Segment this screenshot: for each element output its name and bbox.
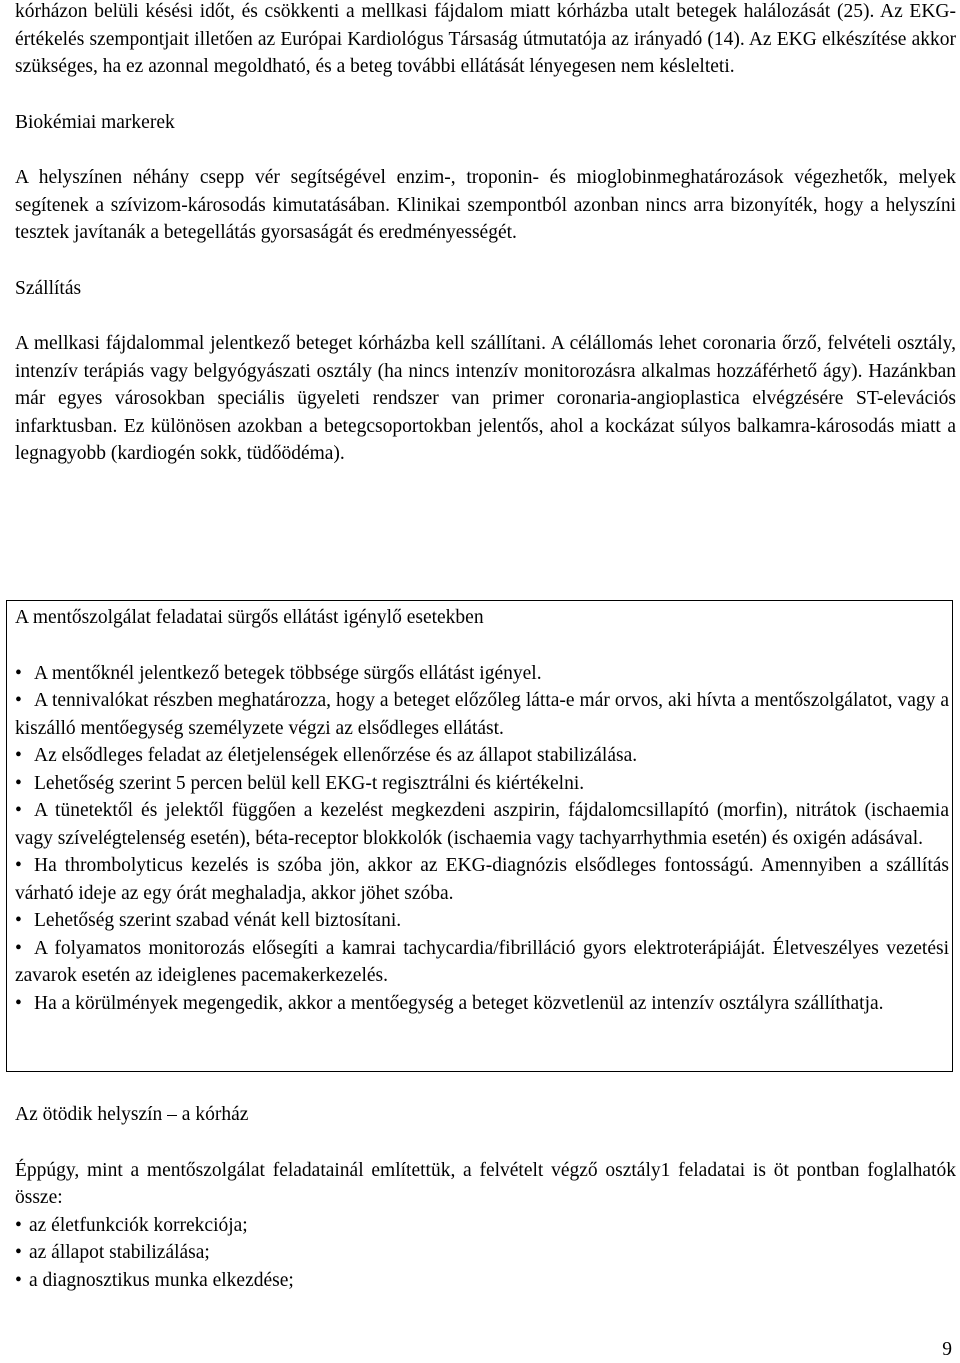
ambulance-tasks-box (6, 600, 953, 1072)
transport-heading: Szállítás (15, 277, 82, 299)
bullet-icon: • (15, 800, 22, 821)
biochem-heading: Biokémiai markerek (15, 111, 175, 133)
page-number: 9 (942, 1339, 952, 1360)
list-item: • Ha a körülmények megengedik, akkor a mentőegység a beteget közvetlenül az intenzív osztályra szállíthatja. (15, 990, 949, 1018)
bullet-icon: • (15, 1269, 22, 1291)
page-content (15, 0, 956, 468)
list-item: • Lehetőség szerint szabad vénát kell biztosítani. (15, 907, 949, 935)
list-item: • az életfunkciók korrekciója; (15, 1212, 956, 1240)
bullet-icon: • (15, 855, 22, 876)
list-item: • Ha thrombolyticus kezelés is szóba jön, akkor az EKG-diagnózis elsődleges fontosságú. Amennyiben a szállítás várható ideje az egy órát meghaladja, akkor jöhet szóba. (15, 852, 949, 907)
bullet-icon: • (15, 772, 22, 794)
biochem-paragraph: A helyszínen néhány csepp vér segítségével enzim-, troponin- és mioglobinmeghatározások végezhetők, melyek segítenek a szívizom-károsodás kimutatásában. Klinikai szempontból azonban nincs arra bizonyíték, hogy a helyszíni tesztek javítanák a betegellátás gyorsaságát és eredményességét. (15, 167, 956, 243)
bullet-icon: • (15, 937, 22, 959)
hospital-list (15, 1212, 956, 1295)
list-item: • Lehetőség szerint 5 percen belül kell EKG-t regisztrálni és kiértékelni. (15, 770, 949, 798)
bullet-icon: • (15, 745, 22, 766)
transport-paragraph: A mellkasi fájdalommal jelentkező beteget kórházba kell szállítani. A célállomás lehet coronaria őrző, felvételi osztály, intenzív terápiás vagy belgyógyászati osztály (ha nincs intenzív monitorozásra alkalmas hozzáférhető ágy). Hazánkban már egyes városokban speciális ügyeleti rendszer van primer coronaria-angioplastica elvégzésére ST-elevációs infarktusban. Ez különösen azokban a betegcsoportokban jelentős, ahol a kockázat súlyos balkamra-károsodás miatt a legnagyobb (kardiogén sokk, tüdőödéma). (15, 333, 956, 464)
hospital-heading: Az ötödik helyszín – a kórház (15, 1104, 249, 1125)
list-item: • A tünetektől és jelektől függően a kezelést megkezdeni aszpirin, fájdalomcsillapító (morfin), nitrátok (ischaemia vagy szívelégtelenség esetén), béta-receptor blokkolók (ischaemia vagy tachyarrhythmia esetén) és oxigén adásával. (15, 797, 949, 852)
box-title: A mentőszolgálat feladatai sürgős ellátást igénylő esetekben (15, 607, 484, 628)
bullet-icon: • (15, 690, 22, 711)
bullet-icon: • (15, 1214, 22, 1236)
bullet-icon: • (15, 992, 22, 1014)
bullet-icon: • (15, 1242, 22, 1263)
list-item: • A mentőknél jelentkező betegek többsége sürgős ellátást igényel. (15, 660, 949, 688)
intro-paragraph: kórházon belüli késési időt, és csökkenti a mellkasi fájdalom miatt kórházba utalt betegek halálozását (25). Az EKG-értékelés szempontjait illetően az Európai Kardiológus Társaság útmutatója az irányadó (14). Az EKG elkészítése akkor szükséges, ha ez azonnal megoldható, és a beteg további ellátását lényegesen nem késlelteti. (15, 1, 956, 77)
bullet-icon: • (15, 662, 22, 684)
list-item: • az állapot stabilizálása; (15, 1239, 956, 1267)
list-item: • A tennivalókat részben meghatározza, hogy a beteget előzőleg látta-e már orvos, aki hívta a mentőszolgálatot, vagy a kiszálló mentőegység személyzete végzi az elsődleges ellátást. (15, 687, 949, 742)
list-item: • Az elsődleges feladat az életjelenségek ellenőrzése és az állapot stabilizálása. (15, 742, 949, 770)
box-bullet-list (15, 660, 949, 1018)
hospital-section (15, 1101, 956, 1294)
hospital-paragraph: Éppúgy, mint a mentőszolgálat feladatainál említettük, a felvételt végző osztály1 feladatai is öt pontban foglalhatók össze: (15, 1159, 956, 1208)
list-item: • a diagnosztikus munka elkezdése; (15, 1267, 956, 1295)
list-item: • A folyamatos monitorozás elősegíti a kamrai tachycardia/fibrilláció gyors elektroterápiáját. Életveszélyes vezetési zavarok esetén az ideiglenes pacemakerkezelés. (15, 935, 949, 990)
bullet-icon: • (15, 910, 22, 931)
